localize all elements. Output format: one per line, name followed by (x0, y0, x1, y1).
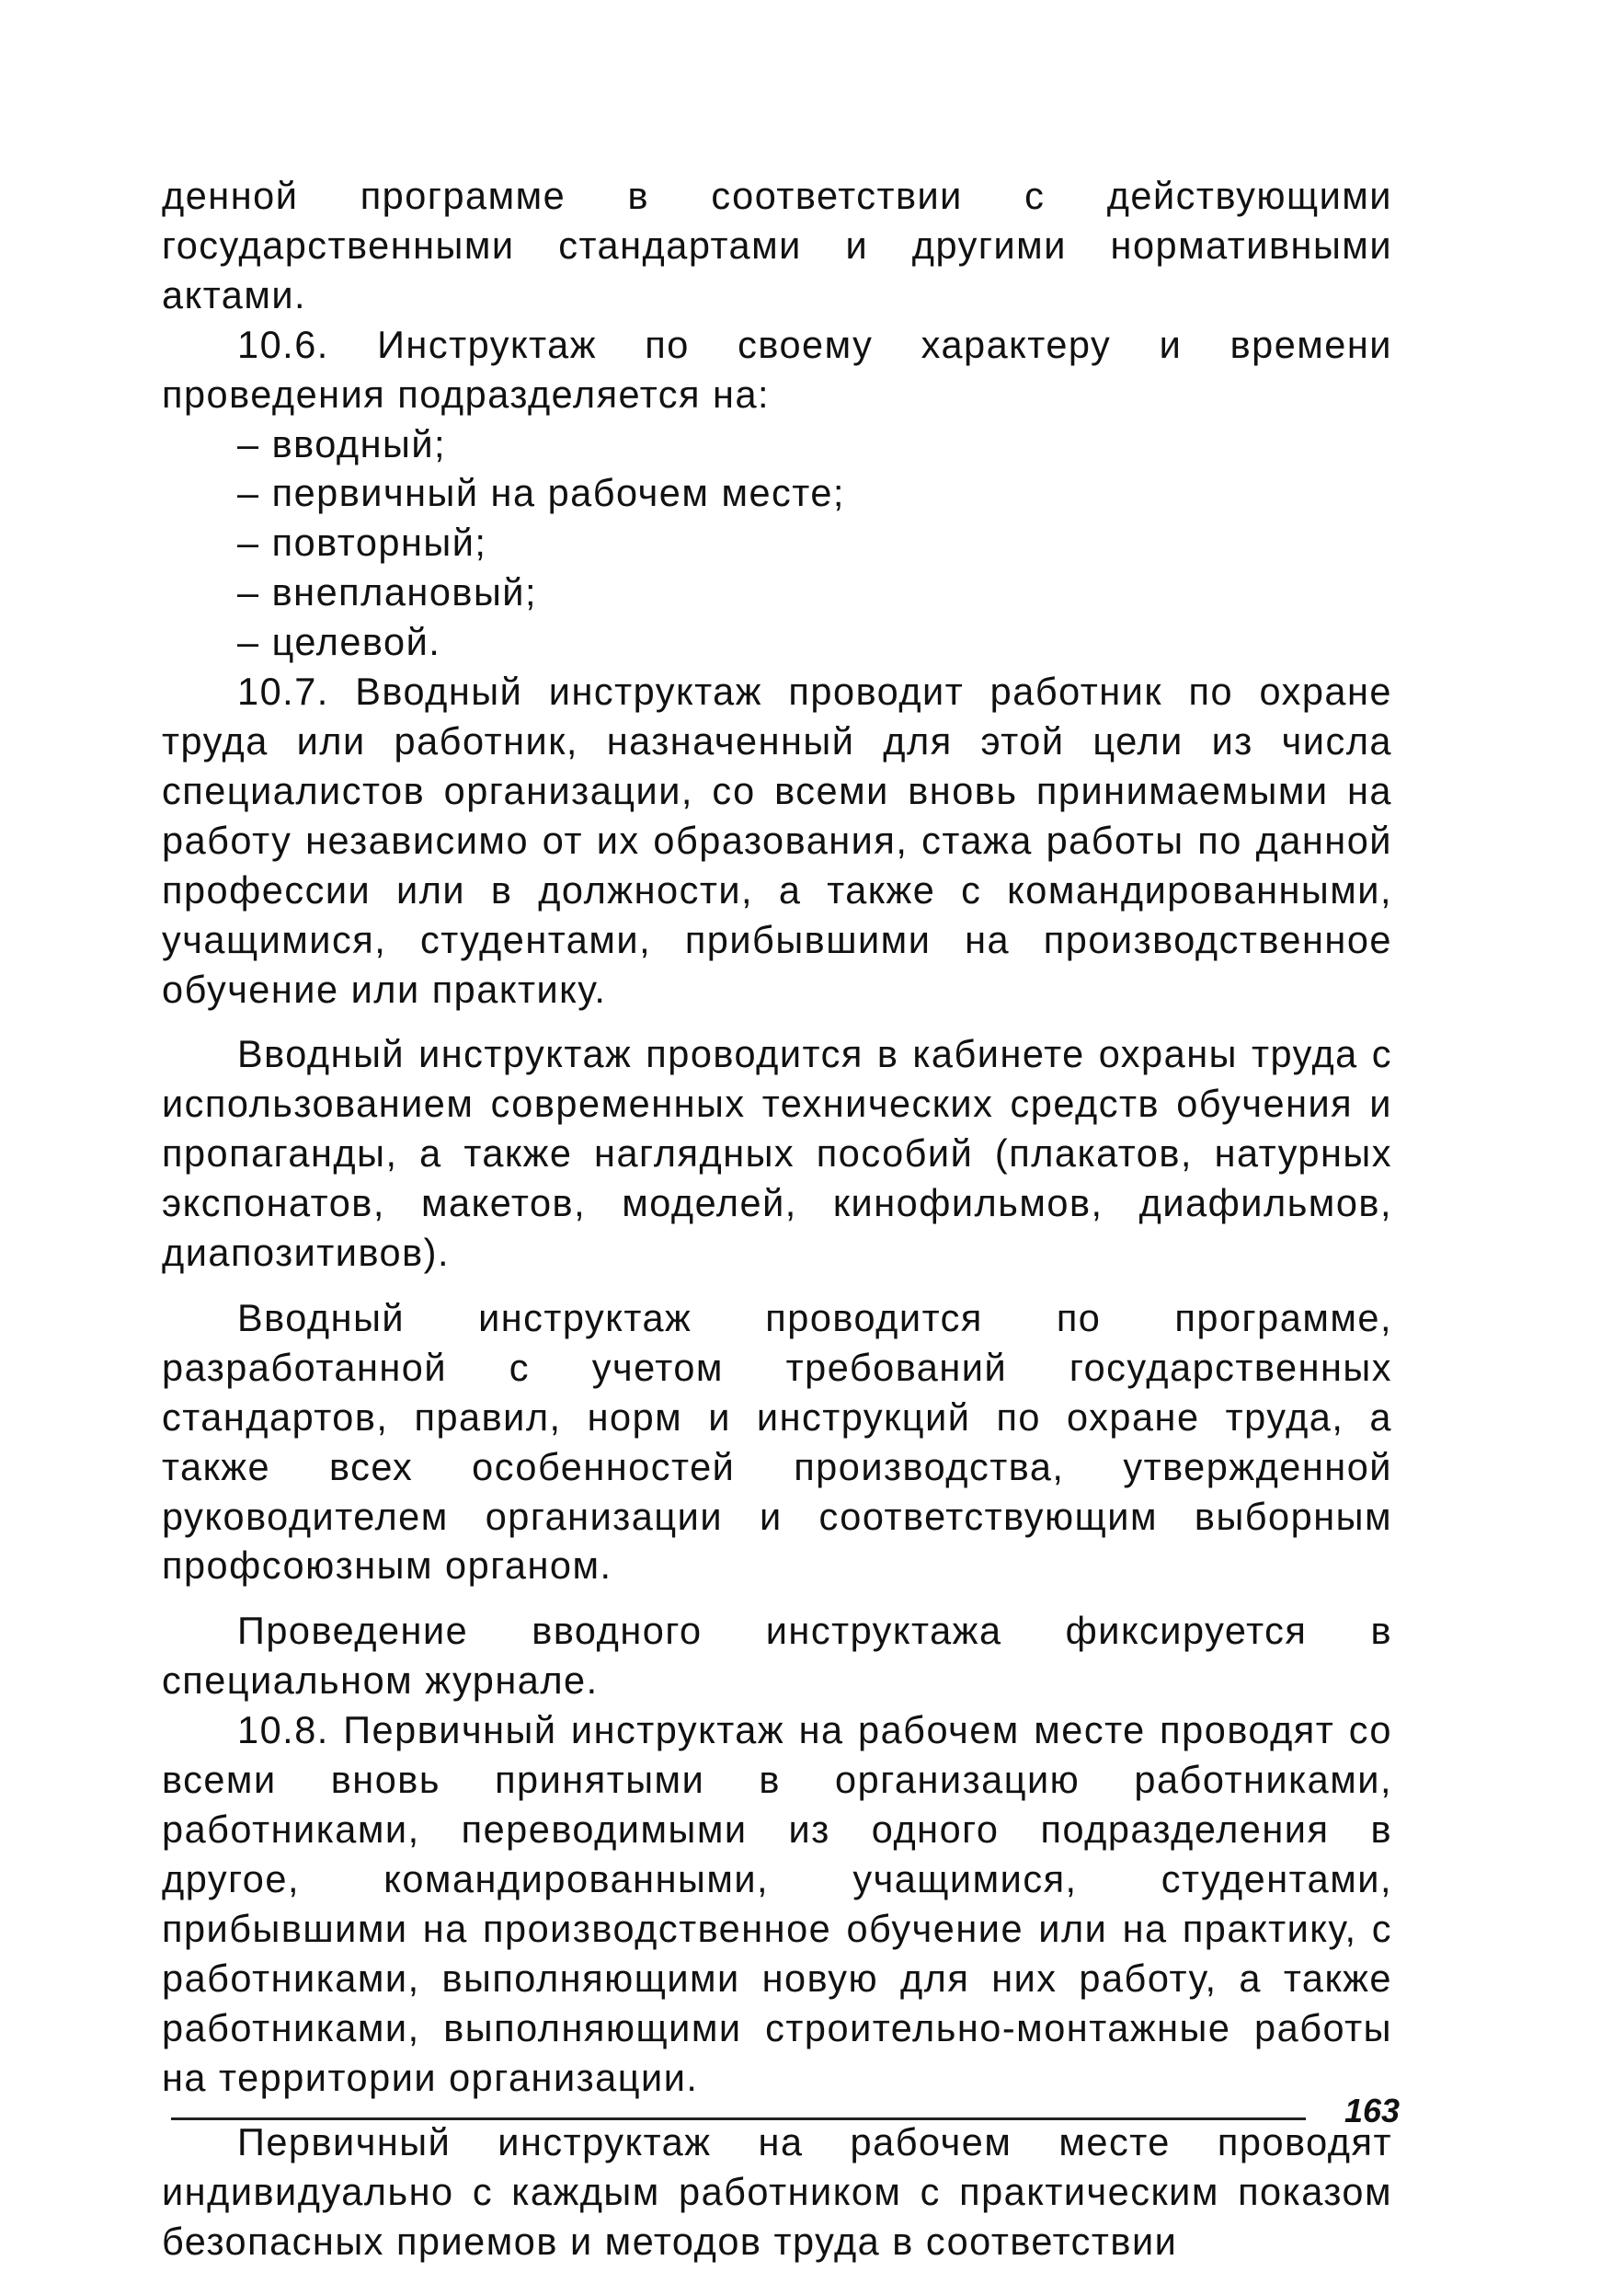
paragraph-10-7: 10.7. Вводный инструктаж проводит работник по охране труда или работник, назначенный для этой цели из числа специалистов организации, со всеми вновь принимаемыми на работу независимо от их образования, стажа работы по данной профессии или в должности, а также с командированными, учащимися, студентами, прибывшими на производственное обучение или практику. (162, 670, 1392, 1011)
list-item: – внеплановый; (237, 570, 538, 614)
paragraph-10-8: 10.8. Первичный инструктаж на рабочем месте проводят со всеми вновь принятыми в организацию работниками, работниками, переводимыми из одного подразделения в другое, командированными, учащимися, студентами, прибывшими на производственное обучение или на практику, с работниками, выполняющими новую для них работу, а также работниками, выполняющими строительно-монтажные работы на территории организации. (162, 1708, 1392, 2099)
paragraph-intro-cabinet: Вводный инструктаж проводится в кабинете охраны труда с использованием современных технических средств обучения и пропаганды, а также наглядных пособий (плакатов, натурных экспонатов, макетов, моделей, кинофильмов, диафильмов, диапозитивов). (162, 1032, 1392, 1275)
paragraph-intro-journal: Проведение вводного инструктажа фиксируется в специальном журнале. (162, 1609, 1392, 1703)
paragraph-intro-program: Вводный инструктаж проводится по программе, разработанной с учетом требований государственных стандартов, правил, норм и инструкций по охране труда, а также всех особенностей производства, утвержденной руководителем организации и соответствующим выборным профсоюзным органом. (162, 1295, 1392, 1588)
list-item: – первичный на рабочем месте; (237, 471, 845, 515)
paragraph-primary-individual: Первичный инструктаж на рабочем месте проводят индивидуально с каждым работником с практическим показом безопасных приемов и методов труда в соответствии (162, 2120, 1392, 2264)
page-number: 163 (1344, 2092, 1401, 2129)
footer-rule (171, 2117, 1306, 2120)
list-item: – вводный; (237, 421, 447, 465)
list-item: – целевой. (237, 620, 441, 664)
list-item: – повторный; (237, 521, 487, 565)
paragraph-10-6: 10.6. Инструктаж по своему характеру и времени проведения подразделяется на: (162, 322, 1392, 416)
paragraph-continuation: денной программе в соответствии с действующими государственными стандартами и другими нормативными актами. (162, 174, 1392, 316)
body-text (162, 171, 1392, 2266)
instruction-types-list (162, 419, 1392, 668)
